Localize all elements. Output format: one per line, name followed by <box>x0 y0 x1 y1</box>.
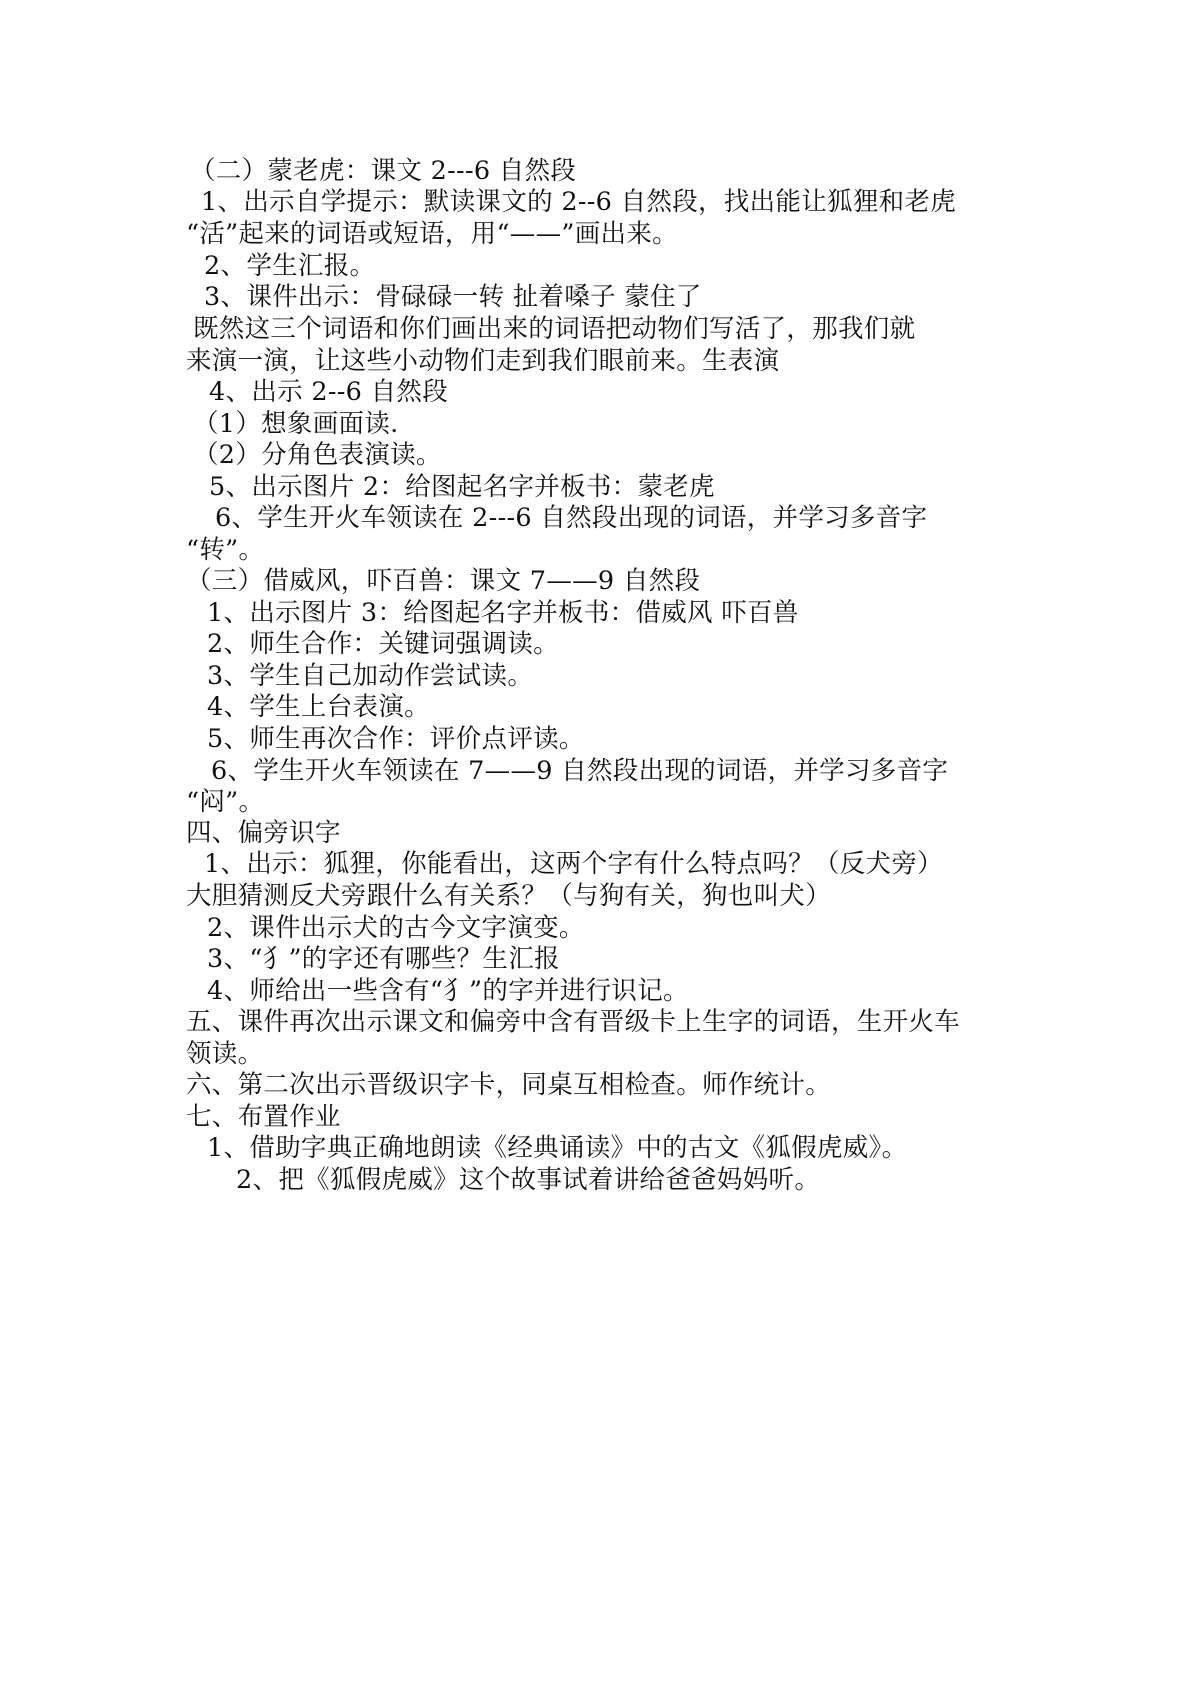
section-heading-jie-weifeng: （三）借威风，吓百兽：课文 7——9 自然段 <box>186 566 701 596</box>
text-line: 领读。 <box>186 1039 264 1069</box>
text-line: （1）想象画面读. <box>193 409 399 439</box>
section-heading-six: 六、第二次出示晋级识字卡，同桌互相检查。师作统计。 <box>186 1070 832 1100</box>
text-line: “活”起来的词语或短语，用“——”画出来。 <box>186 219 678 249</box>
section-heading-five: 五、课件再次出示课文和偏旁中含有晋级卡上生字的词语，生开火车 <box>186 1007 961 1037</box>
text-line: 2、把《狐假虎威》这个故事试着讲给爸爸妈妈听。 <box>236 1165 821 1195</box>
text-line: 既然这三个词语和你们画出来的词语把动物们写活了，那我们就 <box>193 314 916 344</box>
text-line: 4、学生上台表演。 <box>207 692 430 722</box>
text-line: 1、出示：狐狸，你能看出，这两个字有什么特点吗？（反犬旁） <box>204 849 943 879</box>
section-heading-homework: 七、布置作业 <box>186 1102 341 1132</box>
text-line: 大胆猜测反犬旁跟什么有关系？（与狗有关，狗也叫犬） <box>186 881 832 911</box>
text-line: 来演一演，让这些小动物们走到我们眼前来。生表演 <box>186 346 780 376</box>
text-line: 2、学生汇报。 <box>204 251 376 281</box>
text-line: 3、“犭”的字还有哪些？生汇报 <box>207 944 560 974</box>
text-line: “转”。 <box>186 535 265 565</box>
text-line: 4、出示 2--6 自然段 <box>209 377 449 407</box>
text-line: “闷”。 <box>186 787 265 817</box>
text-line: 4、师给出一些含有“犭”的字并进行识记。 <box>207 976 689 1006</box>
text-line: 2、课件出示犬的古今文字演变。 <box>207 913 585 943</box>
text-line: （2）分角色表演读。 <box>193 440 442 470</box>
text-line: 3、课件出示：骨碌碌一转 扯着嗓子 蒙住了 <box>204 282 702 312</box>
text-line: 1、出示图片 3：给图起名字并板书：借威风 吓百兽 <box>207 598 799 628</box>
text-line: 5、师生再次合作：评价点评读。 <box>207 724 585 754</box>
text-line: 2、师生合作：关键词强调读。 <box>207 629 559 659</box>
text-line: 5、出示图片 2：给图起名字并板书：蒙老虎 <box>209 472 715 502</box>
section-heading-meng-laohu: （二）蒙老虎：课文 2---6 自然段 <box>190 156 577 186</box>
text-line: 1、借助字典正确地朗读《经典诵读》中的古文《狐假虎威》。 <box>207 1133 908 1163</box>
text-line: 6、学生开火车领读在 7——9 自然段出现的词语，并学习多音字 <box>211 756 949 786</box>
text-line: 6、学生开火车领读在 2---6 自然段出现的词语，并学习多音字 <box>215 503 928 533</box>
section-heading-pianpang: 四、偏旁识字 <box>186 818 341 848</box>
text-line: 3、学生自己加动作尝试读。 <box>207 661 534 691</box>
text-line: 1、出示自学提示：默读课文的 2--6 自然段，找出能让狐狸和老虎 <box>201 187 957 217</box>
